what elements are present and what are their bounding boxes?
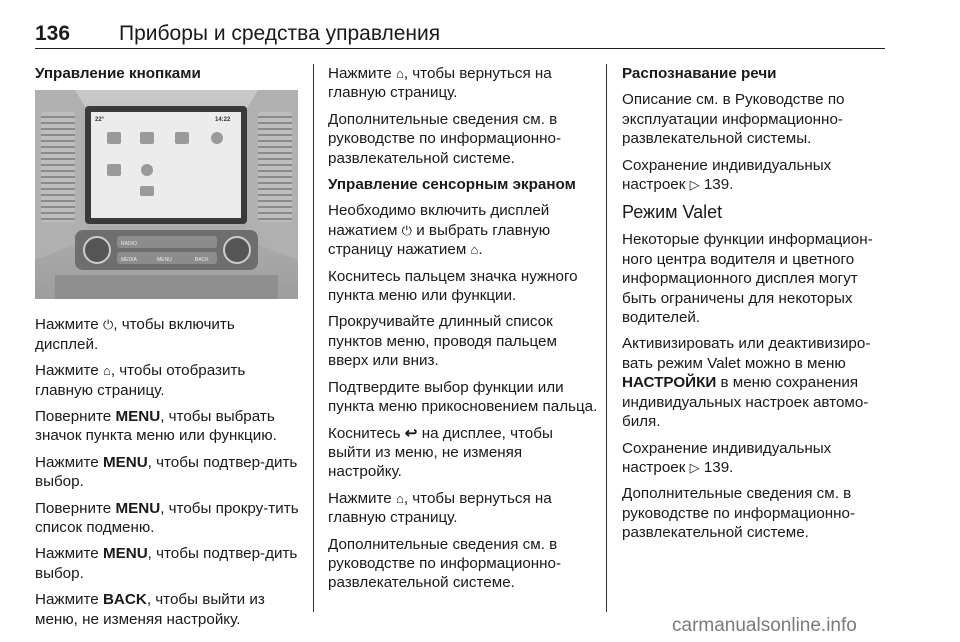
paragraph: Активизировать или деактивизиро-вать режим Valet можно в меню НАСТРОЙКИ в меню сохранения индивидуальных настроек автомо-биля. (622, 335, 871, 431)
btn-media-label: MEDIA (121, 257, 137, 264)
column-divider (313, 64, 314, 612)
paragraph: Коснитесь пальцем значка нужного пункта меню или функции. (328, 267, 578, 305)
paragraph: Нажмите MENU, чтобы подтвер-дить выбор. (35, 545, 298, 582)
page-ref-arrow-icon: ▷ (689, 177, 700, 193)
power-icon: ⏻ (401, 222, 412, 238)
page-ref-arrow-icon: ▷ (689, 459, 700, 475)
page-title: Приборы и средства управления (119, 22, 441, 45)
section-heading: Управление кнопками (35, 65, 201, 82)
btn-back-label: BACK (195, 257, 209, 264)
paragraph: Нажмите ⌂, чтобы вернуться на главную страницу. (328, 489, 552, 527)
infotainment-figure (35, 90, 298, 299)
paragraph: Нажмите MENU, чтобы подтвер-дить выбор. (35, 453, 298, 491)
paragraph: Поверните MENU, чтобы прокру-тить список подменю. (35, 499, 299, 537)
home-icon: ⌂ (395, 490, 404, 506)
paragraph: Описание см. в Руководстве по эксплуатации информационно-развлекательной системы. (622, 91, 845, 148)
power-icon: ⏻ (102, 317, 114, 333)
paragraph: Нажмите ⌂, чтобы вернуться на главную страницу. (328, 65, 552, 102)
btn-menu-label: MENU (157, 257, 172, 264)
paragraph: Поверните MENU, чтобы выбрать значок пункта меню или функцию. (35, 408, 277, 445)
home-icon: ⌂ (395, 66, 404, 81)
home-icon: ⌂ (102, 363, 111, 379)
paragraph: Некоторые функции информацион-ного центра водителя и цветного информационного дисплея могут быть ограничены для некоторых водителей. (622, 231, 873, 327)
column-2 (328, 64, 598, 600)
paragraph: Сохранение индивидуальных настроек ▷ 139. (622, 439, 832, 476)
paragraph: Необходимо включить дисплей нажатием ⏻ и выбрать главную страницу нажатием ⌂. (328, 202, 551, 259)
page-header (35, 18, 885, 49)
column-divider (606, 64, 607, 612)
paragraph: Дополнительные сведения см. в руководстве по информационно-развлекательной системе. (328, 110, 562, 167)
btn-radio-label: RADIO (121, 241, 137, 248)
power-knob (84, 237, 110, 263)
menu-knob (224, 237, 250, 263)
paragraph: Нажмите ⌂, чтобы отобразить главную страницу. (35, 362, 246, 399)
column-3 (622, 64, 890, 550)
paragraph: Сохранение индивидуальных настроек ▷ 139. (622, 156, 832, 194)
home-icon: ⌂ (470, 242, 479, 258)
paragraph: Дополнительные сведения см. в руководстве по информационно-развлекательной системе. (622, 485, 856, 542)
watermark: carmanualsonline.info (672, 615, 857, 636)
paragraph: Нажмите BACK, чтобы выйти из меню, не изменяя настройку. (35, 591, 265, 628)
page-number: 136 (35, 22, 71, 45)
column-1 (35, 64, 300, 636)
section-heading-large: Режим Valet (622, 202, 723, 223)
paragraph: Прокручивайте длинный список пунктов меню, проводя пальцем вверх или вниз. (328, 313, 557, 370)
back-arrow-icon: ↩ (404, 424, 418, 442)
section-heading: Распознавание речи (622, 65, 777, 82)
paragraph: Нажмите ⏻, чтобы включить дисплей. (35, 316, 235, 353)
screen-temp: 22° (95, 117, 105, 124)
paragraph: Дополнительные сведения см. в руководстве по информационно-развлекательной системе. (328, 535, 562, 592)
paragraph: Коснитесь ↩ на дисплее, чтобы выйти из меню, не изменяя настройку. (328, 424, 553, 481)
paragraph: Подтвердите выбор функции или пункта меню прикосновением пальца. (328, 378, 598, 416)
screen-time: 14:22 (215, 117, 231, 124)
section-heading: Управление сенсорным экраном (328, 176, 576, 194)
